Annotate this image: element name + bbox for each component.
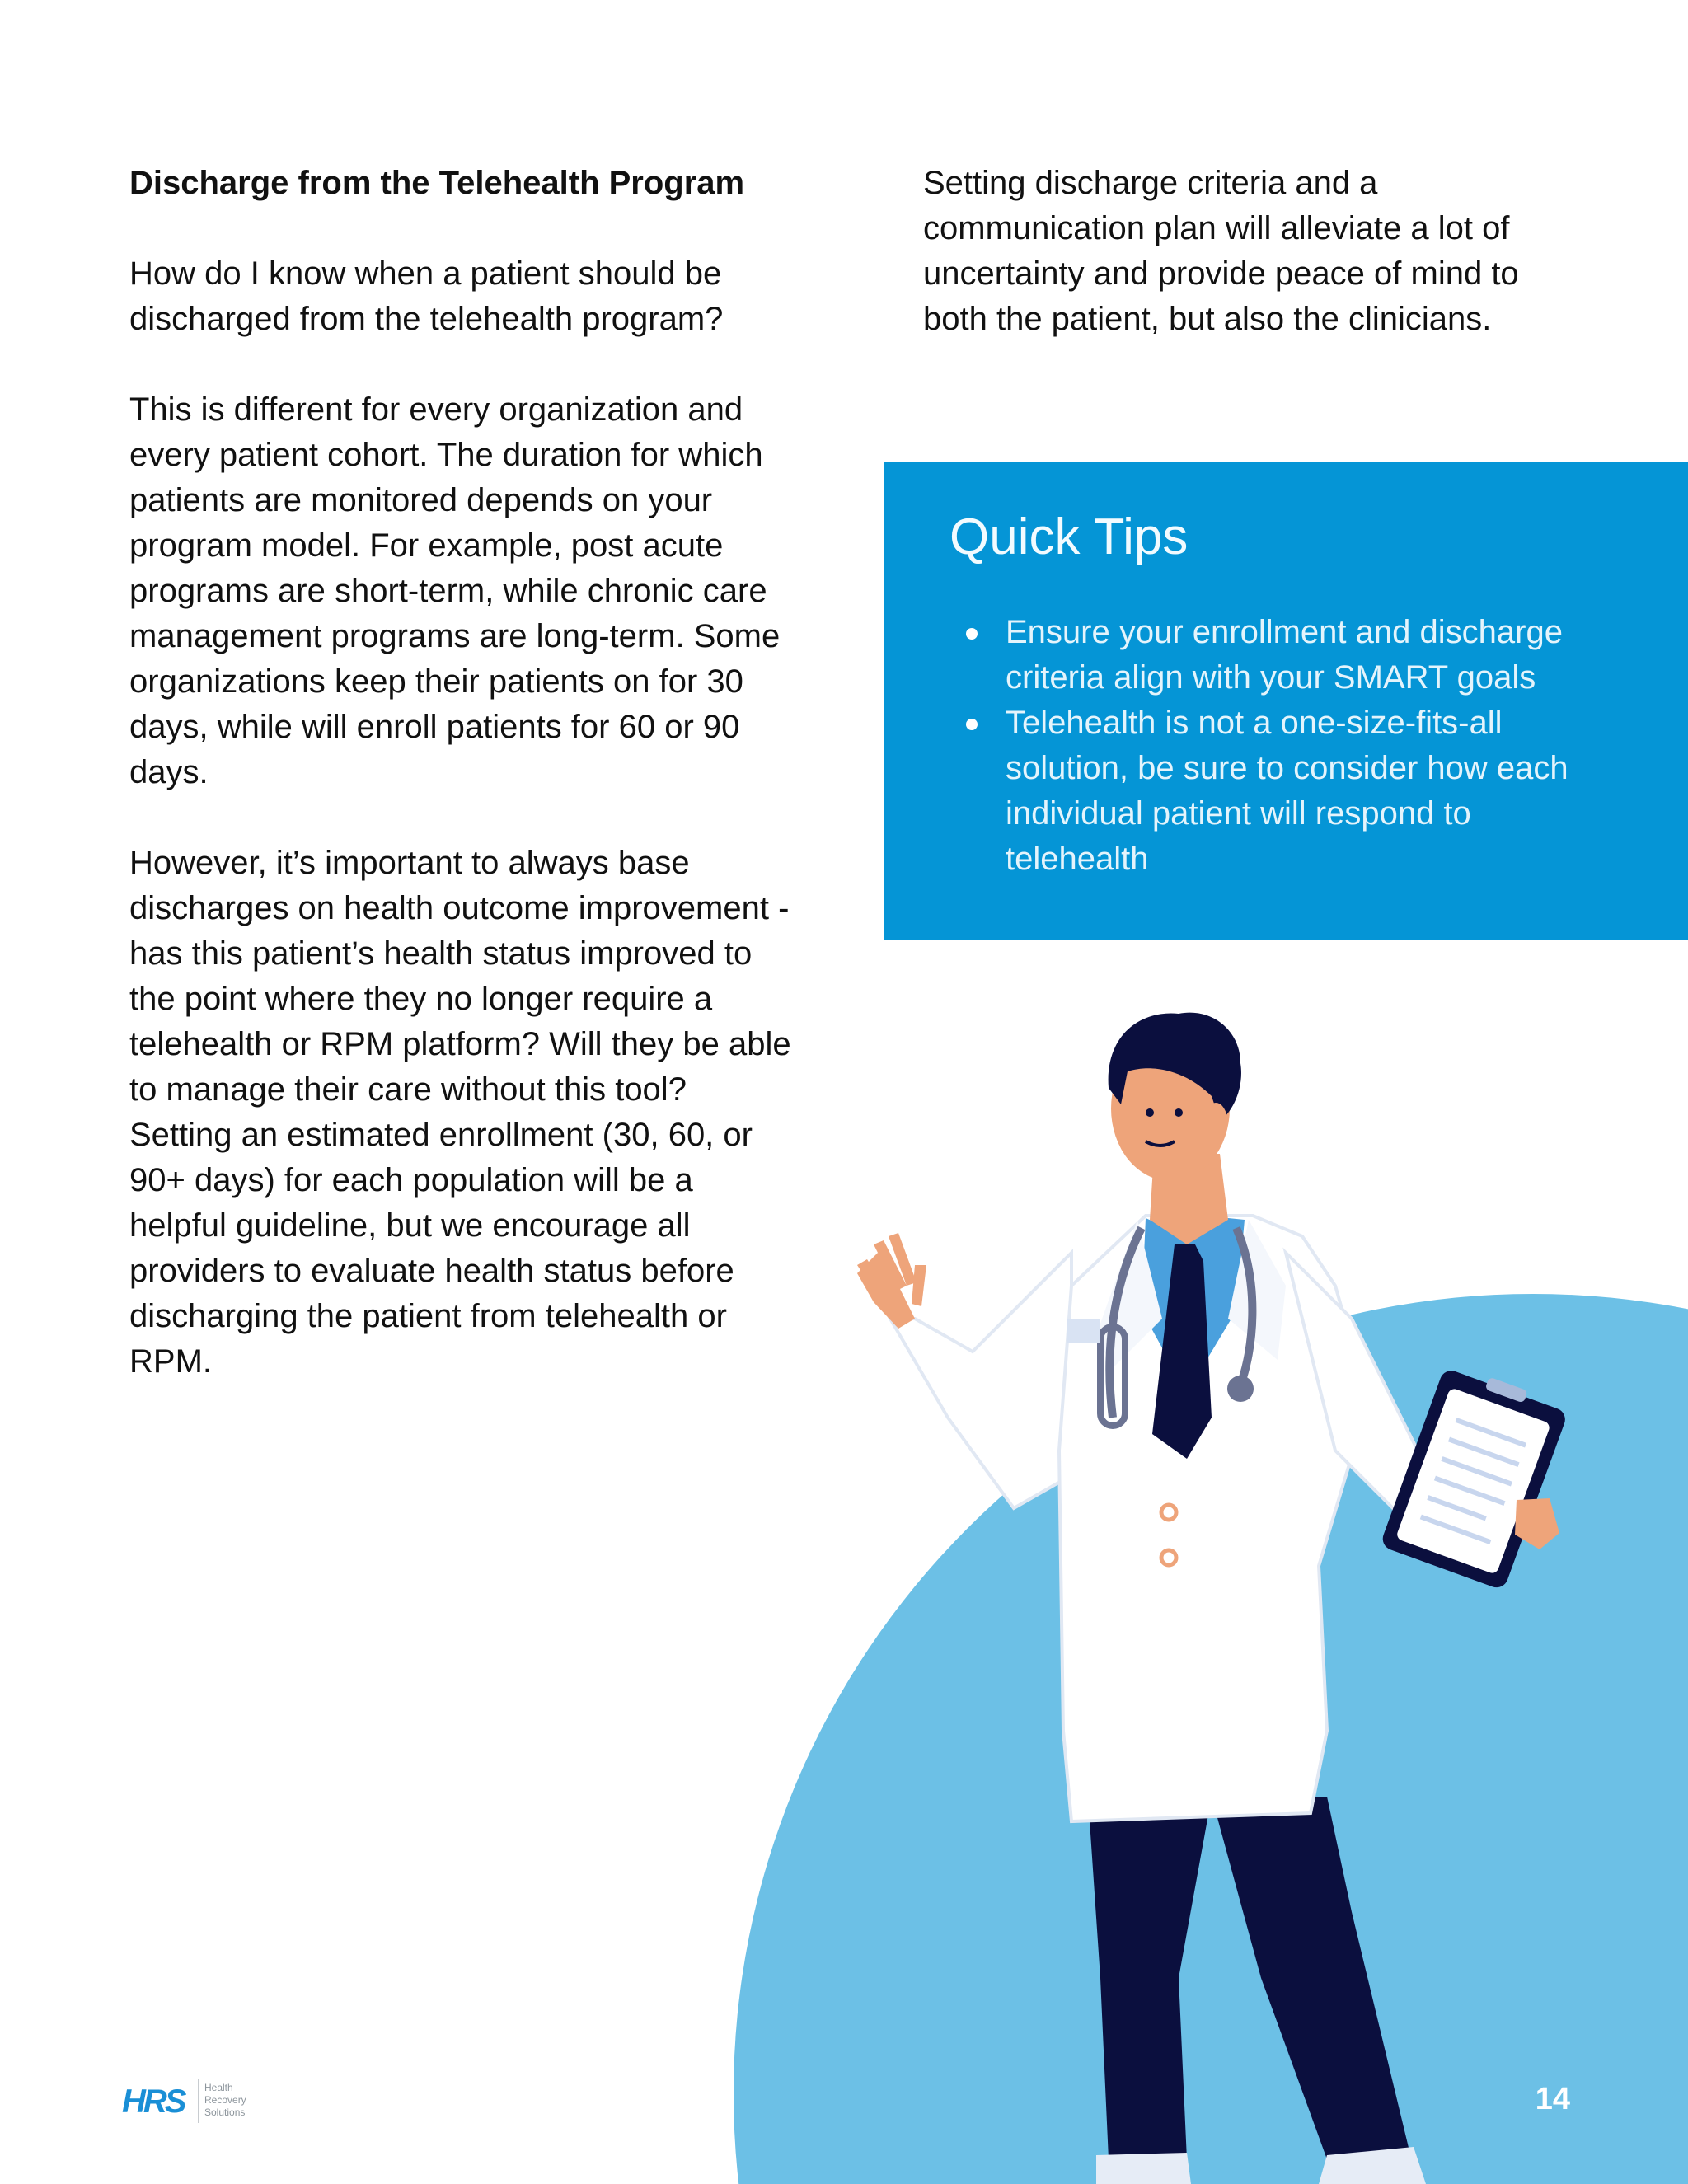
eye-right [1175,1108,1183,1117]
tip-text: Telehealth is not a one-size-fits-all solution, be sure to consider how each individual patient will respond to telehealth [1006,705,1568,877]
logo-words [204,2082,246,2119]
logo-word: Health [204,2082,233,2093]
logo-word: Recovery [204,2094,246,2106]
stethoscope-bell [1227,1376,1254,1402]
list-item [950,610,1609,701]
hrs-logo [122,2077,270,2126]
quick-tips-title: Quick Tips [950,509,1189,565]
logo-divider [198,2079,199,2123]
logo-mark: HRS [122,2083,185,2120]
question-paragraph: How do I know when a patient should be discharged from the telehealth program? [129,255,724,337]
section-heading: Discharge from the Telehealth Program [129,165,745,201]
ear [1204,1103,1227,1139]
bullet-icon [966,628,978,640]
quick-tips-list [950,610,1609,882]
logo-word: Solutions [204,2107,246,2118]
raised-hand [857,1233,926,1329]
bullet-icon [966,719,978,730]
body-paragraph: This is different for every organization and every patient cohort. The duration for which patients are monitored depends on your program model. For example, post acute programs are short-term, while chronic care management programs are long-term. Some organizations keep their patients on for 30 days, while will enroll patients for 60 or 90 days. [129,391,781,790]
left-column [129,161,797,1430]
quick-tips-box [884,462,1688,940]
list-item [950,701,1609,882]
eye-left [1146,1108,1154,1117]
right-column-paragraph: Setting discharge criteria and a communication plan will alleviate a lot of uncertainty and provide peace of mind to both the patient, but also the clinicians. [923,165,1519,337]
pocket-badge [1067,1319,1100,1343]
tip-text: Ensure your enrollment and discharge criteria align with your SMART goals [1006,614,1563,696]
body-paragraph: However, it’s important to always base discharges on health outcome improvement - has this patient’s health status improved to the point where they no longer require a telehealth or RPM platform? Will they be able to manage their care without this tool? Setting an estimated enrollment (30, 60, or 90+ days) for each population will be a helpful guideline, but we encourage all providers to evaluate health status before discharging the patient from telehealth or RPM. [129,845,791,1380]
page-number: 14 [1535,2082,1570,2116]
